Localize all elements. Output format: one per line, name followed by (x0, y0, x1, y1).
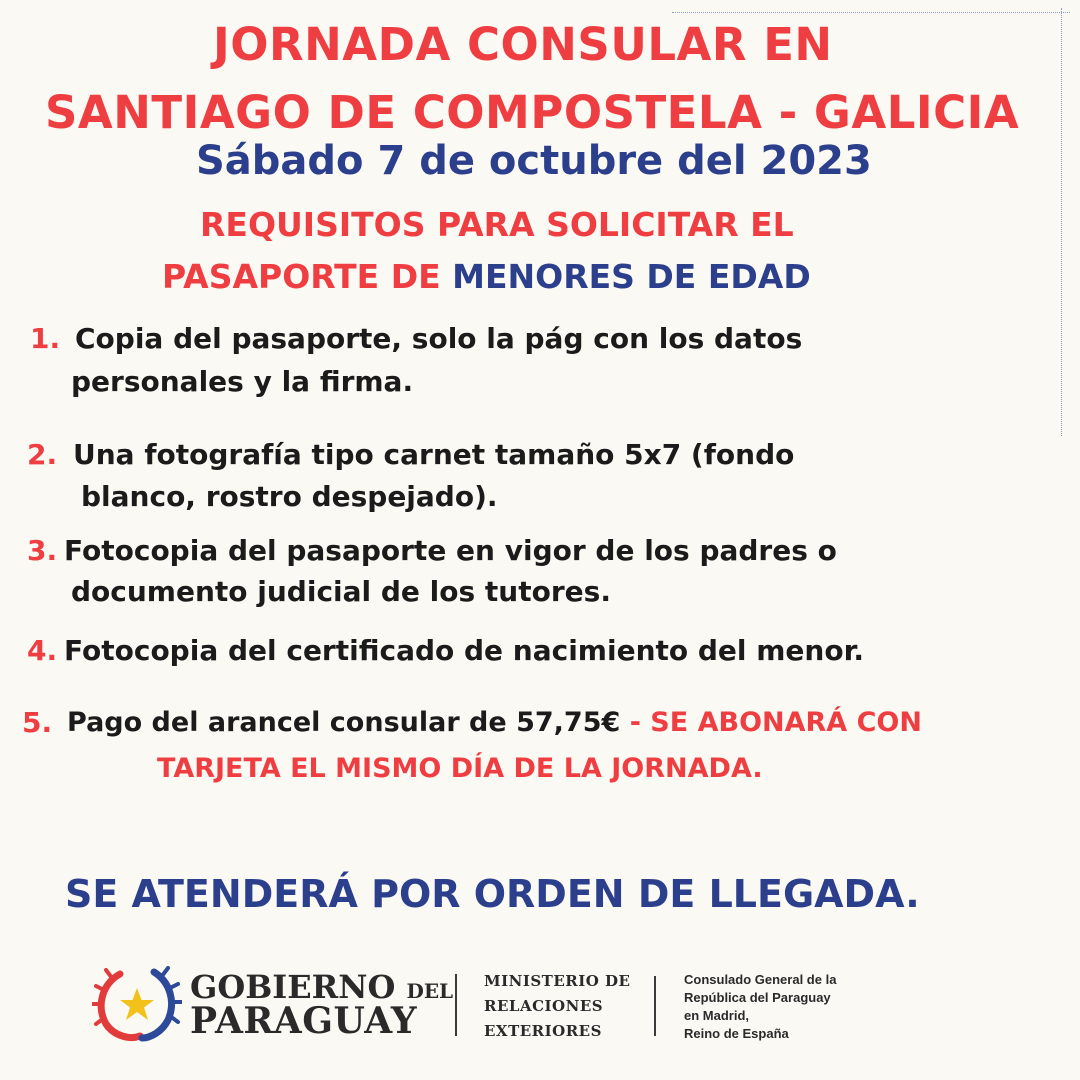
requirement-item-1 (30, 320, 60, 358)
requirement-number: 3. (27, 534, 58, 567)
fee-text: Pago del arancel consular de 57,75€ (67, 707, 621, 738)
ministerio-line-1: MINISTERIO DE (484, 972, 631, 990)
requirement-item-5 (22, 704, 52, 742)
ministerio-line-3: EXTERIORES (484, 1022, 602, 1040)
requirement-text-1a: Copia del pasaporte, solo la pág con los datos (75, 322, 803, 355)
requirement-item-3 (27, 532, 57, 570)
title-line-2: SANTIAGO DE COMPOSTELA - GALICIA (45, 86, 1020, 139)
requirement-text-1b: personales y la firma. (71, 365, 414, 398)
paraguay-seal-icon (92, 966, 182, 1042)
footer-divider-2 (654, 976, 656, 1036)
del-text: DEL (406, 979, 454, 1003)
requirement-text-2b: blanco, rostro despejado). (81, 480, 498, 513)
arrival-order-notice: SE ATENDERÁ POR ORDEN DE LLEGADA. (65, 872, 920, 916)
requirement-text-2a: Una fotografía tipo carnet tamaño 5x7 (fondo (73, 438, 795, 471)
requirement-number: 4. (27, 634, 58, 667)
fee-payment-note: - SE ABONARÁ CON (629, 707, 922, 738)
requirement-text-3b: documento judicial de los tutores. (71, 575, 611, 608)
requirement-number: 2. (27, 438, 58, 471)
requirement-text-3a: Fotocopia del pasaporte en vigor de los padres o (64, 534, 837, 567)
subtitle-line-2 (162, 257, 811, 296)
requirement-number: 5. (22, 706, 53, 739)
requirement-item-2 (27, 436, 57, 474)
subtitle-line-1: REQUISITOS PARA SOLICITAR EL (200, 205, 794, 244)
title-line-1: JORNADA CONSULAR EN (213, 18, 833, 71)
requirement-text-4: Fotocopia del certificado de nacimiento del menor. (64, 634, 865, 667)
consulado-line-2: República del Paraguay (684, 990, 831, 1005)
subtitle-red-part: PASAPORTE DE (162, 257, 441, 296)
subtitle-blue-part: MENORES DE EDAD (452, 257, 811, 296)
consulado-line-4: Reino de España (684, 1026, 789, 1041)
requirement-text-5b: TARJETA EL MISMO DÍA DE LA JORNADA. (157, 753, 763, 784)
consulado-line-3: en Madrid, (684, 1008, 750, 1023)
footer-divider-1 (455, 974, 457, 1036)
requirement-item-4 (27, 632, 57, 670)
requirement-number: 1. (30, 322, 61, 355)
decorative-dotted-line-right (1061, 8, 1062, 436)
event-date: Sábado 7 de octubre del 2023 (196, 138, 872, 184)
decorative-dotted-line-top (672, 12, 1070, 13)
consulado-line-1: Consulado General de la (684, 972, 837, 987)
ministerio-line-2: RELACIONES (484, 997, 604, 1015)
gobierno-text: GOBIERNO (190, 968, 396, 1006)
paraguay-wordmark: PARAGUAY (190, 1000, 418, 1042)
requirement-text-5a (67, 704, 922, 742)
